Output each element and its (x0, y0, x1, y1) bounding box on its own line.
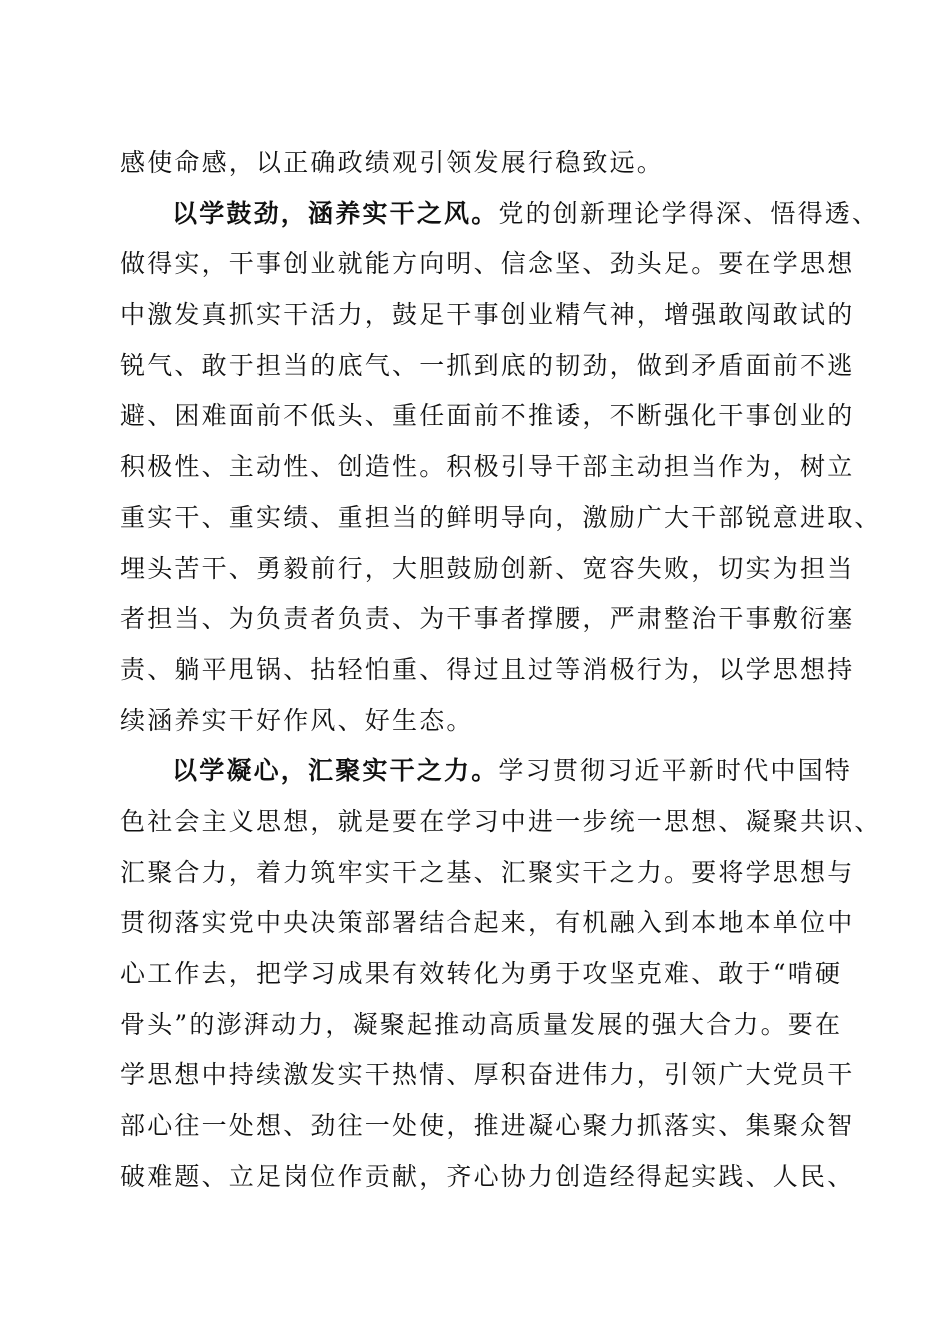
paragraph-1-line-8: 埋头苦干、勇毅前行，大胆鼓励创新、宽容失败，切实为担当 (120, 553, 855, 583)
paragraph-1-line-5: 避、困难面前不低头、重任面前不推诿，不断强化干事创业的 (120, 401, 855, 431)
paragraph-1-line-1 (120, 189, 880, 240)
paragraph-2-first-line-text: 学习贯彻习近平新时代中国特 (498, 756, 853, 786)
paragraph-1-heading: 以学鼓劲，涵养实干之风。 (172, 198, 499, 228)
paragraph-1-line-10: 责、躺平甩锅、拈轻怕重、得过且过等消极行为，以学思想持 (120, 654, 855, 684)
paragraph-2-line-1 (120, 746, 853, 797)
paragraph-2-line-7: 学思想中持续激发实干热情、厚积奋进伟力，引领广大党员干 (120, 1060, 855, 1090)
paragraph-0-line-1: 感使命感，以正确政绩观引领发展行稳致远。 (120, 148, 665, 177)
paragraph-2-line-9: 破难题、立足岗位作贡献，齐心协力创造经得起实践、人民、 (120, 1161, 855, 1191)
paragraph-2-line-8: 部心往一处想、劲往一处使，推进凝心聚力抓落实、集聚众智 (120, 1111, 855, 1141)
paragraph-2-line-6: 骨头”的澎湃动力，凝聚起推动高质量发展的强大合力。要在 (120, 1009, 843, 1039)
paragraph-1-line-2: 做得实，干事创业就能方向明、信念坚、劲头足。要在学思想 (120, 249, 855, 279)
paragraph-1-line-11: 续涵养实干好作风、好生态。 (120, 705, 474, 735)
paragraph-1-first-line-text: 党的创新理论学得深、悟得透、 (498, 198, 880, 228)
paragraph-1-line-3: 中激发真抓实干活力，鼓足干事创业精气神，增强敢闯敢试的 (120, 300, 855, 330)
paragraph-1-line-7: 重实干、重实绩、重担当的鲜明导向，激励广大干部锐意进取、 (120, 502, 882, 532)
paragraph-2-line-4: 贯彻落实党中央决策部署结合起来，有机融入到本地本单位中 (120, 908, 855, 938)
paragraph-1-line-4: 锐气、敢于担当的底气、一抓到底的韧劲，做到矛盾面前不逃 (120, 350, 855, 380)
document-body (120, 138, 882, 1202)
paragraph-2-line-2: 色社会主义思想，就是要在学习中进一步统一思想、凝聚共识、 (120, 806, 882, 836)
paragraph-1-line-6: 积极性、主动性、创造性。积极引导干部主动担当作为，树立 (120, 452, 855, 482)
paragraph-2-line-5: 心工作去，把学习成果有效转化为勇于攻坚克难、敢于“啃硬 (120, 959, 843, 988)
paragraph-2-line-3: 汇聚合力，着力筑牢实干之基、汇聚实干之力。要将学思想与 (120, 857, 855, 887)
paragraph-1-line-9: 者担当、为负责者负责、为干事者撑腰，严肃整治干事敷衍塞 (120, 604, 855, 634)
paragraph-2-heading: 以学凝心，汇聚实干之力。 (172, 756, 499, 786)
